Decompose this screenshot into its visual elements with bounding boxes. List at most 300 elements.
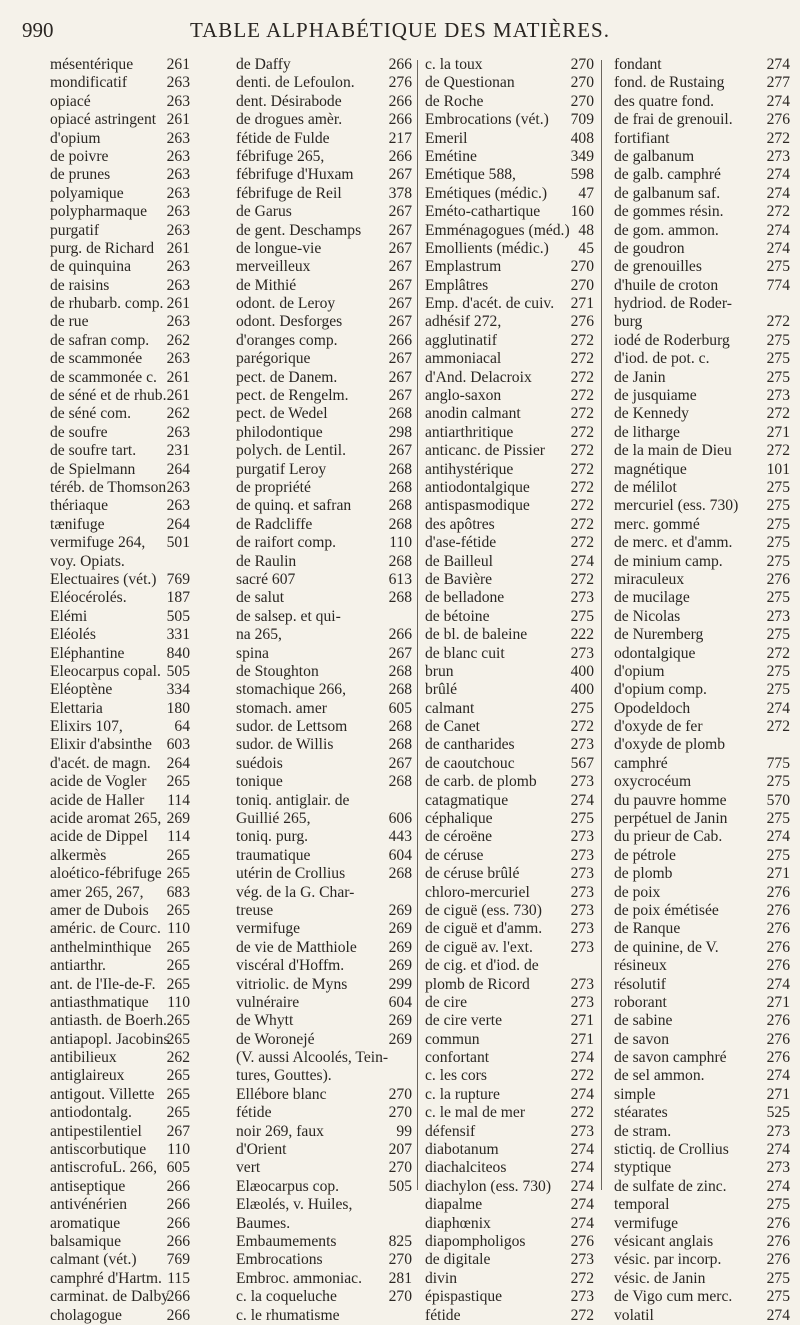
- index-entry-page: 272: [570, 534, 594, 552]
- index-entry: [236, 1086, 412, 1104]
- index-entry: [236, 405, 412, 423]
- index-entry-page: 275: [766, 331, 790, 349]
- index-column-1: [50, 56, 190, 1325]
- index-entry: [425, 350, 594, 368]
- index-entry: [425, 1196, 594, 1214]
- index-entry: [50, 1086, 190, 1104]
- index-entry: [425, 553, 594, 571]
- index-entry-term: de drogues amèr.: [236, 111, 343, 129]
- index-entry: [236, 148, 412, 166]
- index-entry-term: de mélilot: [614, 478, 677, 496]
- index-entry-term: des apôtres: [425, 515, 495, 533]
- index-entry: [425, 865, 594, 883]
- index-entry-page: 272: [570, 478, 594, 496]
- index-entry-page: 840: [166, 644, 190, 662]
- index-entry-page: 266: [388, 111, 412, 129]
- index-entry-page: 267: [388, 387, 412, 405]
- index-entry-page: 501: [166, 534, 190, 552]
- index-entry-page: 273: [570, 644, 594, 662]
- index-entry-page: 267: [388, 295, 412, 313]
- index-entry: [236, 920, 412, 938]
- index-entry-term: du prieur de Cab.: [614, 828, 723, 846]
- index-entry: [50, 1141, 190, 1159]
- index-entry-term: de raifort comp.: [236, 534, 337, 552]
- index-entry-term: tures, Gouttes).: [236, 1067, 332, 1085]
- index-entry-page: 47: [578, 184, 594, 202]
- index-entry-page: 276: [766, 901, 790, 919]
- index-entry-term: de savon: [614, 1030, 669, 1048]
- index-entry: [614, 957, 790, 975]
- index-entry-page: 272: [570, 1104, 594, 1122]
- index-entry-page: 271: [766, 1085, 790, 1103]
- index-entry: [614, 939, 790, 957]
- index-entry-page: 272: [570, 460, 594, 478]
- index-entry-term: pect. de Rengelm.: [236, 387, 349, 405]
- index-entry: [425, 203, 594, 221]
- index-entry-page: 48: [578, 221, 594, 239]
- index-entry-page: 276: [766, 570, 790, 588]
- index-entry-term: viscéral d'Hoffm.: [236, 957, 345, 975]
- index-entry-term: d'ase-fétide: [425, 534, 497, 552]
- index-entry-term: antiseptique: [50, 1177, 126, 1195]
- index-entry-term: toniq. purg.: [236, 828, 309, 846]
- index-entry-page: 276: [766, 957, 790, 975]
- index-entry: [236, 792, 412, 810]
- index-entry-term: diachalciteos: [425, 1159, 507, 1177]
- index-entry-term: antiapopl. Jacobins: [50, 1030, 170, 1048]
- index-entry-page: 270: [570, 74, 594, 92]
- index-entry-term: fond. de Rustaing: [614, 74, 725, 92]
- index-entry-term: de quinquina: [50, 258, 131, 276]
- page-title: TABLE ALPHABÉTIQUE DES MATIÈRES.: [190, 18, 610, 42]
- index-entry: [50, 773, 190, 791]
- index-entry: [236, 976, 412, 994]
- index-entry: [50, 1288, 190, 1306]
- index-entry-page: 334: [166, 681, 190, 699]
- index-entry-page: 265: [166, 901, 190, 919]
- index-entry: [425, 976, 594, 994]
- index-entry-page: 272: [570, 1067, 594, 1085]
- index-entry-page: 273: [570, 1251, 594, 1269]
- index-entry-page: 604: [388, 993, 412, 1011]
- index-entry: [614, 681, 790, 699]
- index-entry-term: antivénérien: [50, 1196, 128, 1214]
- index-entry-term: perpétuel de Janin: [614, 810, 728, 828]
- index-entry-term: de galbanum saf.: [614, 184, 721, 202]
- index-entry-term: diapompholigos: [425, 1233, 526, 1250]
- index-entry-page: 276: [766, 1214, 790, 1232]
- index-entry: [425, 681, 594, 699]
- index-entry: [236, 553, 412, 571]
- index-entry-page: 275: [766, 497, 790, 515]
- index-entry-page: 265: [166, 1012, 190, 1030]
- index-entry-term: de gent. Deschamps: [236, 221, 362, 239]
- index-entry-page: 275: [766, 258, 790, 276]
- index-entry-page: 275: [766, 773, 790, 791]
- index-entry: [50, 718, 190, 736]
- index-entry-term: dent. Désirabode: [236, 92, 342, 110]
- index-entry-page: 269: [388, 938, 412, 956]
- index-entry-page: 263: [166, 184, 190, 202]
- index-entry-page: 272: [570, 497, 594, 515]
- index-entry-term: traumatique: [236, 846, 311, 864]
- index-entry: [50, 1251, 190, 1269]
- index-entry-page: 268: [388, 460, 412, 478]
- index-entry: [236, 424, 412, 442]
- index-entry-term: merveilleux: [236, 258, 311, 276]
- index-entry: [425, 920, 594, 938]
- index-entry-term: de gom. ammon.: [614, 221, 719, 239]
- index-entry-page: 275: [766, 1269, 790, 1287]
- index-entry: [425, 810, 594, 828]
- index-entry-term: Eméto-cathartique: [425, 203, 541, 221]
- index-entry-term: antipestilentiel: [50, 1122, 142, 1140]
- index-entry-page: 274: [766, 1306, 790, 1324]
- index-entry: [50, 1233, 190, 1251]
- index-entry: [425, 1141, 594, 1159]
- index-entry-term: mercuriel (ess. 730): [614, 497, 739, 515]
- index-entry-page: 263: [166, 129, 190, 147]
- index-entry-term: spina: [236, 644, 269, 662]
- index-entry-term: adhésif 272,: [425, 313, 502, 331]
- index-entry-term: d'huile de croton: [614, 276, 719, 294]
- index-entry: [236, 1233, 412, 1251]
- index-entry-page: 270: [570, 56, 594, 73]
- index-entry: [425, 1104, 594, 1122]
- index-entry: [236, 1141, 412, 1159]
- index-entry-term: de poix: [614, 883, 661, 901]
- index-entry-page: 101: [766, 460, 790, 478]
- index-entry-page: 268: [388, 736, 412, 754]
- index-entry-term: de Vigo cum merc.: [614, 1288, 733, 1306]
- index-entry: [50, 185, 190, 203]
- index-entry-term: fébrifuge 265,: [236, 147, 325, 165]
- index-entry: [614, 222, 790, 240]
- index-entry-page: 262: [166, 1049, 190, 1067]
- index-entry: [425, 461, 594, 479]
- index-entry-page: 274: [570, 1141, 594, 1159]
- index-entry: [425, 130, 594, 148]
- index-entry-page: 267: [388, 313, 412, 331]
- index-entry: [236, 1159, 412, 1177]
- index-entry-page: 274: [766, 184, 790, 202]
- index-entry: [50, 865, 190, 883]
- index-entry-term: acide de Vogler: [50, 773, 147, 791]
- index-entry-page: 274: [766, 828, 790, 846]
- index-entry-page: 378: [388, 184, 412, 202]
- index-entry-term: tænifuge: [50, 515, 105, 533]
- index-entry-term: fébrifuge d'Huxam: [236, 166, 354, 184]
- index-entry-page: 273: [570, 865, 594, 883]
- index-entry-page: 263: [166, 147, 190, 165]
- index-entry: [614, 277, 790, 295]
- index-entry-term: d'opium comp.: [614, 681, 707, 699]
- index-entry: [50, 277, 190, 295]
- index-entry-term: Elæocarpus cop.: [236, 1177, 340, 1195]
- index-entry-term: polyamique: [50, 184, 124, 202]
- index-entry-page: 274: [766, 975, 790, 993]
- index-entry-term: sudor. de Lettsom: [236, 718, 348, 736]
- index-entry-page: 272: [570, 442, 594, 460]
- index-entry-term: hydriod. de Roder-: [614, 295, 732, 313]
- index-entry-term: de belladone: [425, 589, 505, 607]
- index-entry: [614, 1031, 790, 1049]
- index-entry-page: 275: [766, 662, 790, 680]
- index-entry-page: 268: [388, 718, 412, 736]
- index-entry: [614, 865, 790, 883]
- index-entry-page: 268: [388, 552, 412, 570]
- index-entry: [236, 1178, 412, 1196]
- index-entry-term: Elæolés, v. Huiles,: [236, 1196, 353, 1214]
- index-entry-page: 275: [766, 1288, 790, 1306]
- page-header: [0, 14, 800, 46]
- index-entry-term: de vie de Matthiole: [236, 938, 357, 956]
- index-entry-page: 266: [166, 1196, 190, 1214]
- index-entry: [236, 589, 412, 607]
- index-entry-page: 268: [388, 405, 412, 423]
- index-entry: [425, 957, 594, 975]
- index-entry-term: antiodontalgique: [425, 478, 530, 496]
- index-entry-term: iodé de Roderburg: [614, 331, 730, 349]
- index-entry: [614, 93, 790, 111]
- index-entry-page: 825: [388, 1233, 412, 1250]
- index-entry-term: de Bavière: [425, 570, 493, 588]
- index-entry-term: de céruse brûlé: [425, 865, 520, 883]
- index-entry-term: odont. de Leroy: [236, 295, 336, 313]
- index-entry-page: 261: [166, 387, 190, 405]
- index-entry-term: de céroëne: [425, 828, 493, 846]
- index-entry-term: de longue-vie: [236, 239, 322, 257]
- index-entry: [425, 1031, 594, 1049]
- index-entry-page: 267: [388, 350, 412, 368]
- index-entry-page: 274: [570, 1177, 594, 1195]
- index-entry: [614, 534, 790, 552]
- index-entry-page: 266: [388, 56, 412, 73]
- index-entry-page: 268: [388, 681, 412, 699]
- index-entry: [236, 1288, 412, 1306]
- index-entry-term: alkermès: [50, 846, 107, 864]
- index-entry: [614, 828, 790, 846]
- index-entry: [50, 424, 190, 442]
- index-entry: [50, 240, 190, 258]
- index-entry-term: carminat. de Dalby: [50, 1288, 170, 1306]
- index-entry: [50, 1104, 190, 1122]
- index-entry-term: Eléolés: [50, 626, 96, 644]
- index-entry-term: antiscrofuL. 266,: [50, 1159, 157, 1177]
- index-entry-term: de Roche: [425, 92, 484, 110]
- index-entry-page: 275: [766, 515, 790, 533]
- index-entry-page: 160: [570, 203, 594, 221]
- index-entry-term: c. le mal de mer: [425, 1104, 526, 1122]
- index-entry: [50, 608, 190, 626]
- index-entry-term: polypharmaque: [50, 203, 147, 221]
- index-column-2: [236, 56, 412, 1325]
- index-entry-term: de soufre: [50, 423, 108, 441]
- index-entry-term: Eléphantine: [50, 644, 125, 662]
- index-entry-page: 276: [766, 938, 790, 956]
- index-entry-term: de Canet: [425, 718, 480, 736]
- index-entry: [236, 755, 412, 773]
- index-entry-page: 275: [570, 699, 594, 717]
- index-entry: [425, 1215, 594, 1233]
- index-entry-term: de stram.: [614, 1122, 672, 1140]
- index-entry-term: de cire verte: [425, 1012, 503, 1030]
- index-entry: [614, 185, 790, 203]
- index-entry-term: de scammonée c.: [50, 368, 157, 386]
- index-entry: [236, 828, 412, 846]
- index-entry-term: calmant: [425, 699, 475, 717]
- index-entry-page: 264: [166, 515, 190, 533]
- index-entry: [236, 240, 412, 258]
- index-entry-page: 274: [766, 92, 790, 110]
- index-entry: [614, 1012, 790, 1030]
- index-entry-term: de Nuremberg: [614, 626, 704, 644]
- index-entry: [236, 1251, 412, 1269]
- index-entry-page: 114: [167, 791, 190, 809]
- index-entry: [614, 313, 790, 331]
- index-entry: [425, 1086, 594, 1104]
- index-entry: [50, 461, 190, 479]
- index-entry-term: d'opium: [614, 662, 665, 680]
- index-entry-term: sudor. de Willis: [236, 736, 334, 754]
- index-entry-term: d'oxyde de plomb: [614, 736, 726, 754]
- index-entry-term: ammoniacal: [425, 350, 502, 368]
- index-entry-term: de grenouilles: [614, 258, 702, 276]
- index-entry-page: 275: [570, 607, 594, 625]
- index-entry-page: 267: [166, 1122, 190, 1140]
- index-entry-term: (V. aussi Alcoolés, Tein-: [236, 1049, 389, 1067]
- index-entry-page: 266: [388, 626, 412, 644]
- index-entry-term: résineux: [614, 957, 667, 975]
- index-entry-term: vermifuge: [236, 920, 301, 938]
- index-entry: [425, 1123, 594, 1141]
- index-entry-term: de Bailleul: [425, 552, 493, 570]
- index-entry: [614, 1233, 790, 1251]
- index-entry: [50, 1307, 190, 1325]
- index-entry: [425, 1270, 594, 1288]
- index-entry: [236, 442, 412, 460]
- index-entry-page: 605: [166, 1159, 190, 1177]
- index-entry-term: de ciguë (ess. 730): [425, 901, 542, 919]
- index-entry-term: de Garus: [236, 203, 292, 221]
- index-entry-term: brûlé: [425, 681, 458, 699]
- index-entry-page: 264: [166, 754, 190, 772]
- index-entry-page: 271: [570, 1012, 594, 1030]
- index-entry-page: 275: [766, 368, 790, 386]
- index-entry-term: de rhubarb. comp.: [50, 295, 164, 313]
- index-entry-term: acide aromat 265,: [50, 810, 162, 828]
- index-entry: [50, 810, 190, 828]
- index-entry-page: 266: [388, 147, 412, 165]
- index-entry-term: de Raulin: [236, 552, 297, 570]
- index-entry-term: merc. gommé: [614, 515, 700, 533]
- index-entry-term: styptique: [614, 1159, 672, 1177]
- index-entry-term: de sabine: [614, 1012, 673, 1030]
- index-entry: [236, 810, 412, 828]
- index-entry-term: de quinq. et safran: [236, 497, 352, 515]
- index-entry: [425, 497, 594, 515]
- index-entry-page: 263: [166, 92, 190, 110]
- index-entry: [614, 847, 790, 865]
- index-entry-term: de Spielmann: [50, 460, 136, 478]
- index-entry-page: 273: [570, 975, 594, 993]
- index-entry: [425, 1159, 594, 1177]
- index-entry-page: 276: [570, 1233, 594, 1250]
- index-entry: [425, 166, 594, 184]
- index-entry: [425, 884, 594, 902]
- index-entry-term: antiarthritique: [425, 423, 514, 441]
- index-entry-term: de digitale: [425, 1251, 491, 1269]
- index-entry-page: 273: [766, 147, 790, 165]
- index-entry-term: thériaque: [50, 497, 109, 515]
- index-entry-page: 505: [166, 662, 190, 680]
- index-entry-page: 598: [570, 166, 594, 184]
- index-entry-term: chloro-mercuriel: [425, 883, 530, 901]
- index-entry-term: na 265,: [236, 626, 282, 644]
- index-entry-page: 207: [388, 1141, 412, 1159]
- index-entry-page: 269: [388, 920, 412, 938]
- index-entry: [614, 240, 790, 258]
- index-entry: [50, 1159, 190, 1177]
- index-entry-page: 267: [388, 276, 412, 294]
- index-entry-term: de la main de Dieu: [614, 442, 732, 460]
- index-entry-term: antiglaireux: [50, 1067, 125, 1085]
- index-entry-page: 683: [166, 883, 190, 901]
- index-entry-term: de poivre: [50, 147, 109, 165]
- index-entry: [614, 1251, 790, 1269]
- index-entry-page: 605: [388, 699, 412, 717]
- index-entry: [425, 295, 594, 313]
- index-entry-term: épispastique: [425, 1288, 503, 1306]
- index-entry-term: aloético-fébrifuge: [50, 865, 162, 883]
- index-entry: [614, 718, 790, 736]
- index-entry: [614, 608, 790, 626]
- index-entry-term: céphalique: [425, 810, 493, 828]
- index-entry: [50, 553, 190, 571]
- index-entry: [425, 718, 594, 736]
- index-entry-page: 273: [766, 1159, 790, 1177]
- index-entry-page: 267: [388, 166, 412, 184]
- index-entry: [425, 1288, 594, 1306]
- index-entry: [614, 387, 790, 405]
- index-entry: [614, 1123, 790, 1141]
- index-entry-page: 263: [166, 350, 190, 368]
- index-entry-page: 261: [166, 111, 190, 129]
- index-entry: [614, 1067, 790, 1085]
- index-entry-term: de salsep. et qui-: [236, 607, 341, 625]
- index-entry-page: 269: [388, 1030, 412, 1048]
- index-entry-term: denti. de Lefoulon.: [236, 74, 355, 92]
- index-entry: [614, 56, 790, 74]
- index-entry: [614, 111, 790, 129]
- index-entry: [50, 884, 190, 902]
- index-entry-page: 275: [766, 478, 790, 496]
- index-entry-page: 272: [766, 718, 790, 736]
- index-entry: [614, 645, 790, 663]
- index-entry: [50, 442, 190, 460]
- index-entry-term: commun: [425, 1030, 480, 1048]
- index-entry: [614, 810, 790, 828]
- index-entry: [50, 902, 190, 920]
- index-entry-term: odont. Desforges: [236, 313, 343, 331]
- index-entry-term: de sel ammon.: [614, 1067, 705, 1085]
- index-entry: [425, 185, 594, 203]
- index-entry-term: téréb. de Thomson: [50, 478, 167, 496]
- index-entry-page: 114: [167, 828, 190, 846]
- index-entry-page: 274: [766, 56, 790, 73]
- index-entry-term: fétide de Fulde: [236, 129, 330, 147]
- index-entry-term: d'oxyde de fer: [614, 718, 703, 736]
